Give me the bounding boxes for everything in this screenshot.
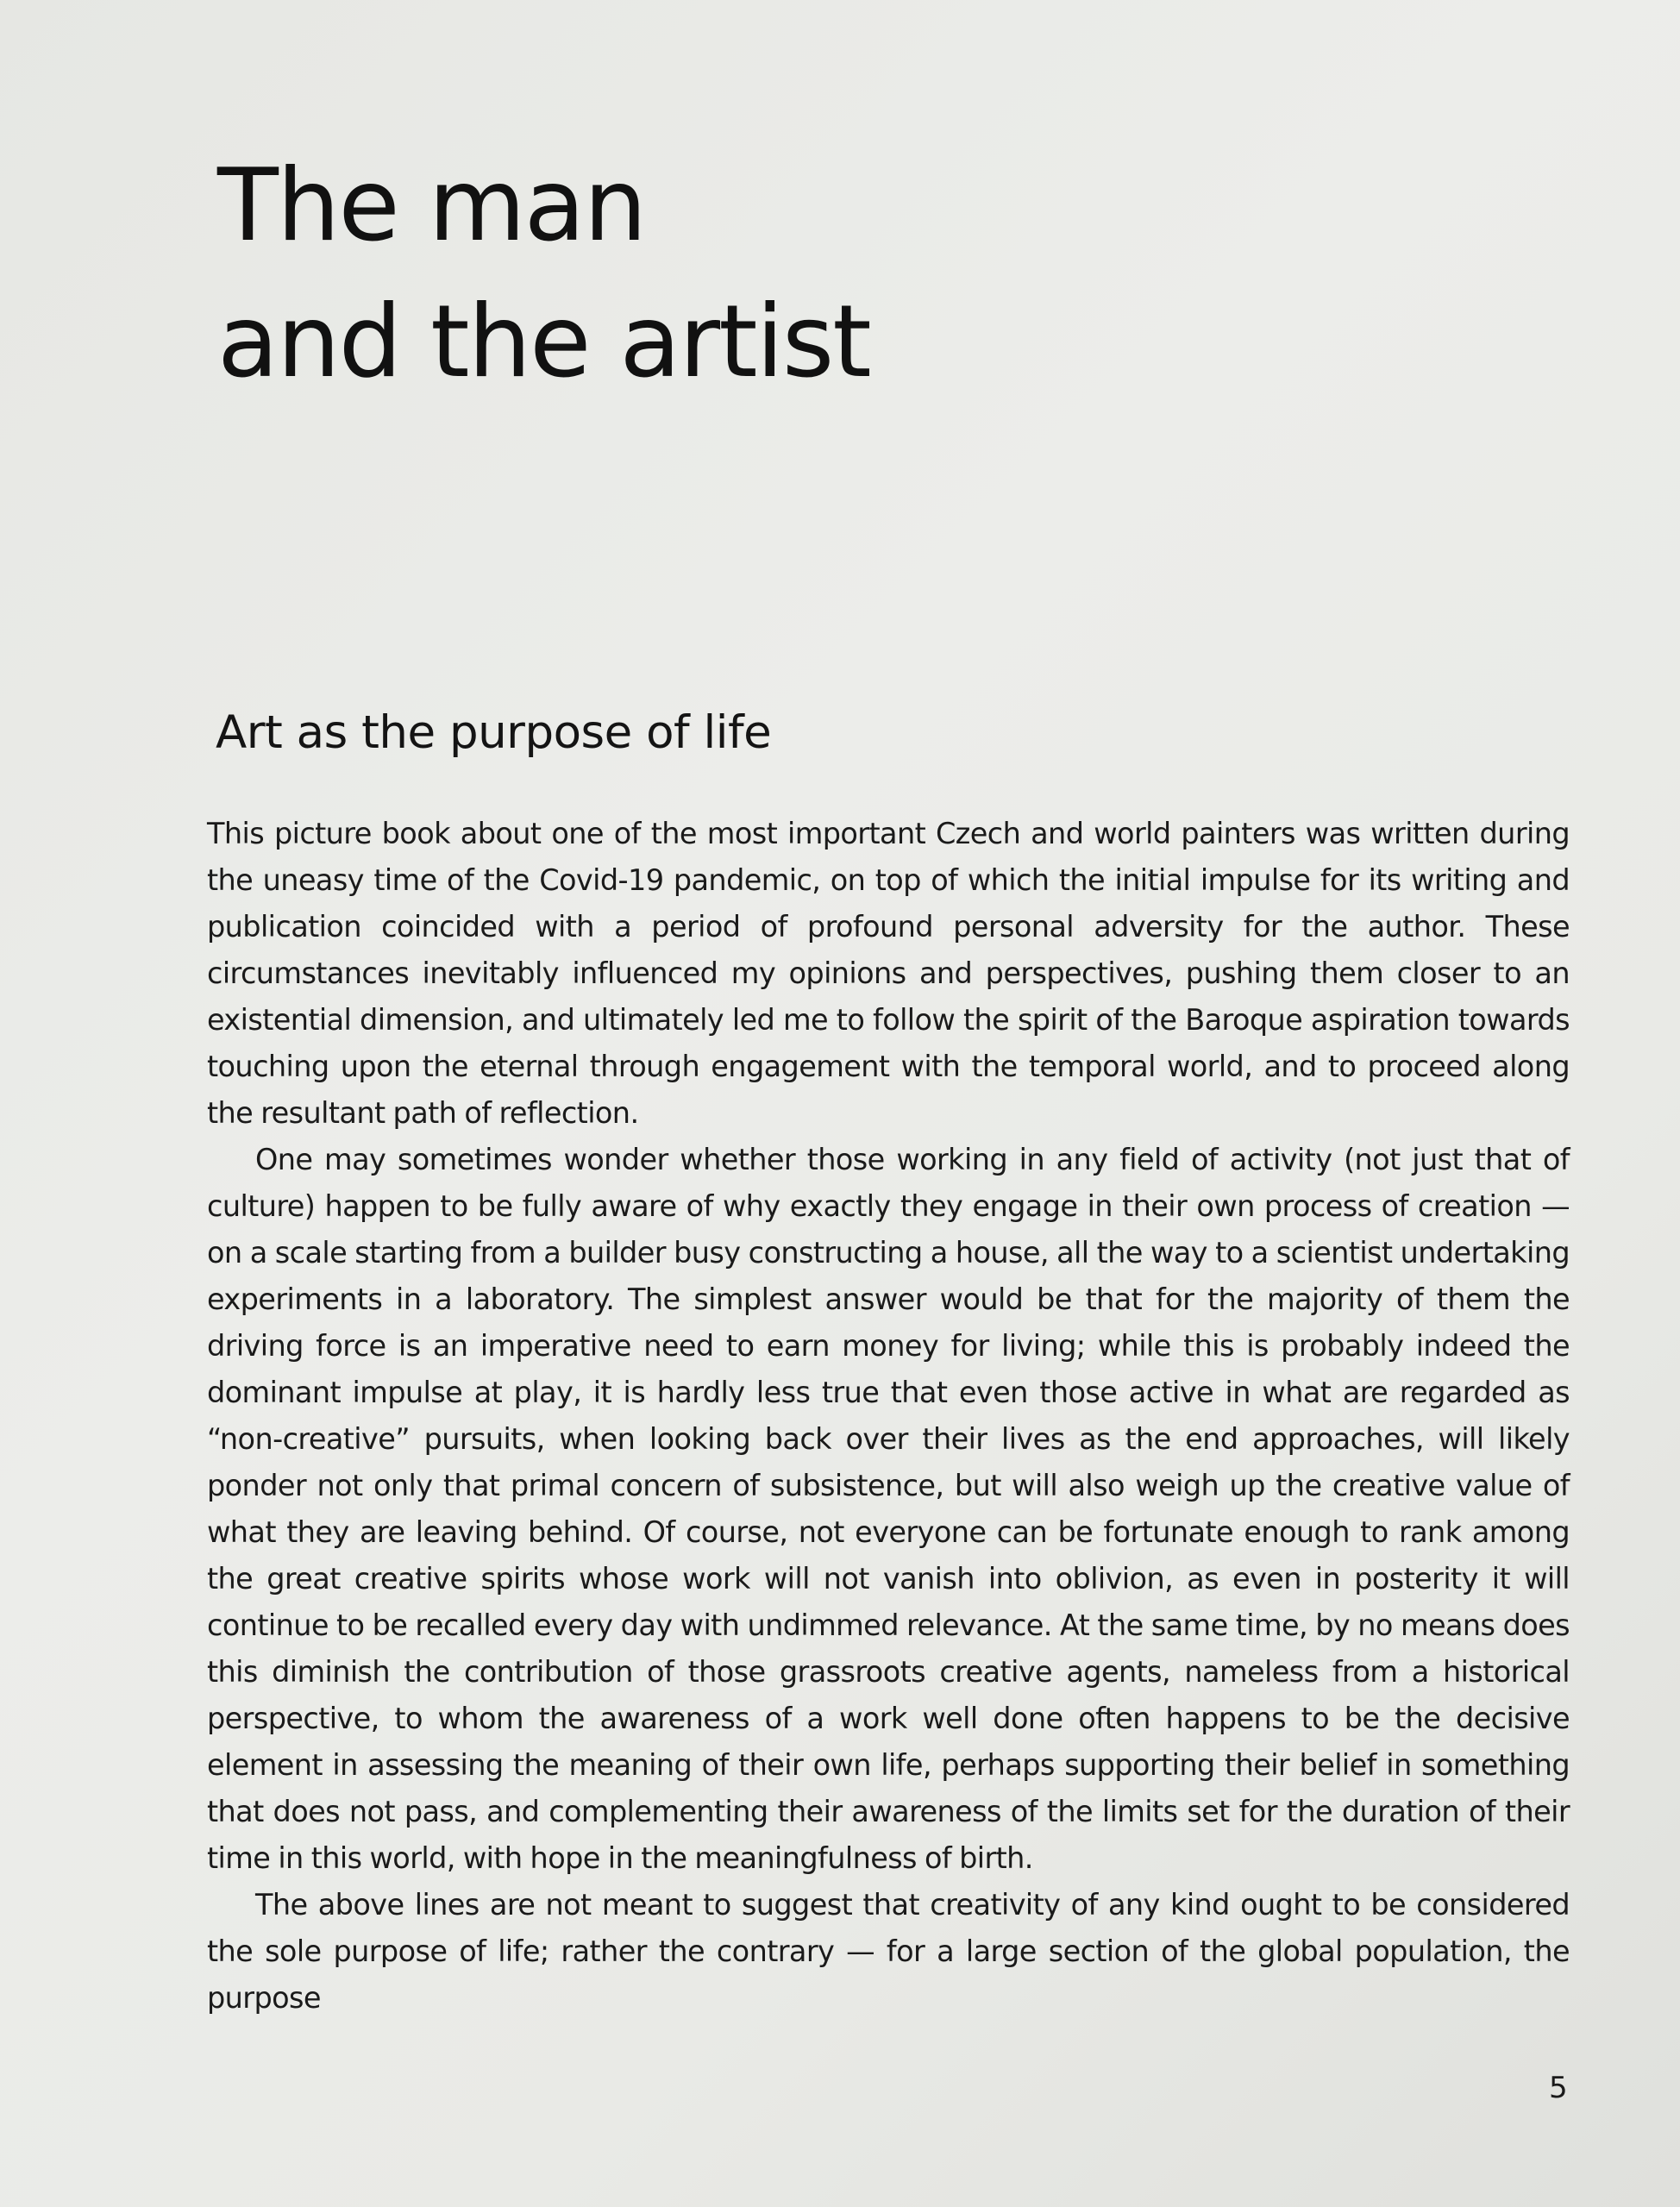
- paragraph-1: This picture book about one of the most important Czech and world painters was written during the uneasy time of the Covid-19 pandemic, on top of which the initial impulse for its writing and publication coincided with a period of profound personal adversity for the author. These circumstances inevitably influenced my opinions and perspectives, pushing them closer to an existential dimension, and ultimately led me to follow the spirit of the Baroque aspiration towards touching upon the eternal through engagement with the temporal world, and to proceed along the resultant path of reflection.: [207, 817, 1570, 1130]
- page-number: 5: [1549, 2071, 1568, 2105]
- paragraph-2: One may sometimes wonder whether those working in any field of activity (not just that of culture) happen to be fully aware of why exactly they engage in their own process of creation — on a scale starting from a builder busy constructing a house, all the way to a scientist undertaking experiments in a laboratory. The simplest answer would be that for the majority of them the driving force is an imperative need to earn money for living; while this is probably indeed the dominant impulse at play, it is hardly less true that even those active in what are regarded as “non-creative” pursuits, when looking back over their lives as the end approaches, will likely ponder not only that primal concern of subsistence, but will also weigh up the creative value of what they are leaving behind. Of course, not everyone can be fortunate enough to rank among the great creative spirits whose work will not vanish into oblivion, as even in posterity it will continue to be recalled every day with undimmed relevance. At the same time, by no means does this diminish the contribution of those grassroots creative agents, nameless from a historical perspective, to whom the awareness of a work well done often happens to be the decisive element in assessing the meaning of their own life, perhaps supporting their belief in something that does not pass, and complementing their awareness of the limits set for the duration of their time in this world, with hope in the meaningfulness of birth.: [207, 1143, 1570, 1875]
- paragraph-3: The above lines are not meant to suggest that creativity of any kind ought to be considered the sole purpose of life; rather the contrary — for a large section of the global population, the purpose: [207, 1888, 1570, 2015]
- section-heading: Art as the purpose of life: [216, 706, 772, 759]
- chapter-title-line-2: and the artist: [217, 284, 870, 400]
- chapter-title: [217, 138, 870, 411]
- body-text: [207, 811, 1570, 2022]
- chapter-title-line-1: The man: [217, 147, 646, 264]
